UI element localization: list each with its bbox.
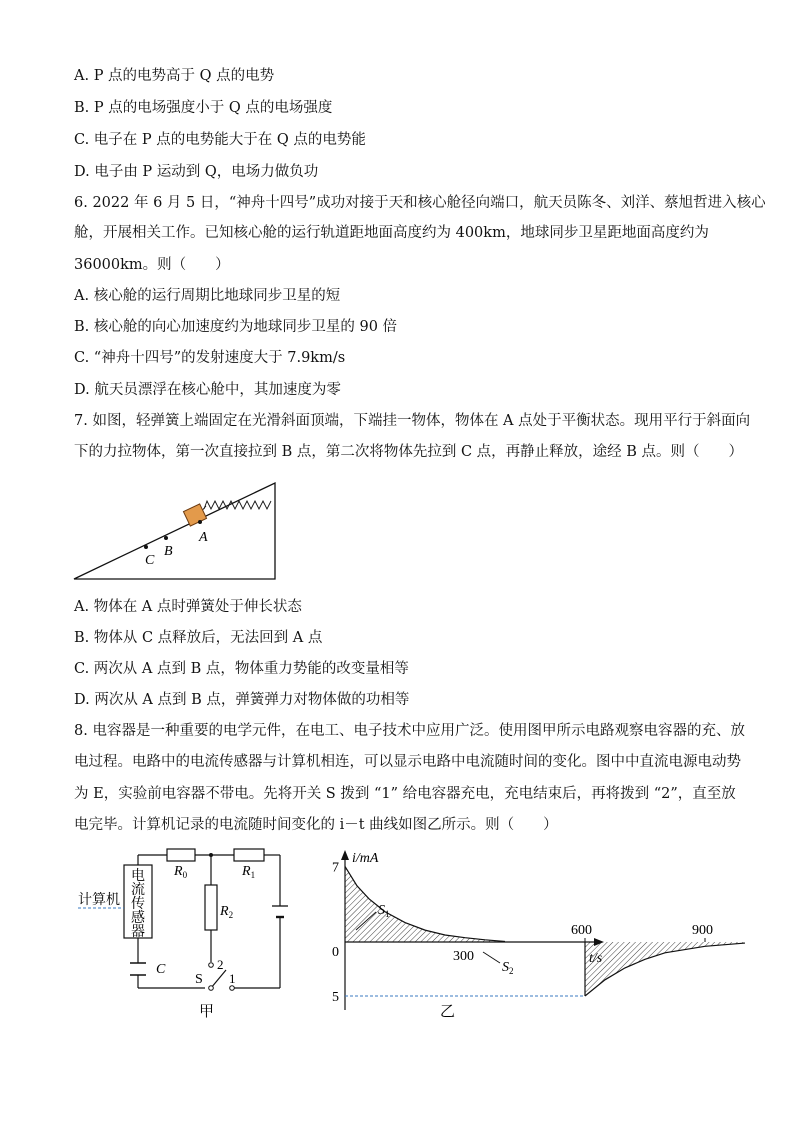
- q5-option-b: B. P 点的电场强度小于 Q 点的电场强度: [74, 100, 333, 116]
- y-axis-arrow: [341, 850, 349, 860]
- sensor-char-4: 感: [131, 911, 145, 926]
- resistor-r1: [234, 849, 264, 861]
- incline-spring-figure: [70, 475, 285, 587]
- area-s2: [585, 942, 745, 996]
- x-tick-600: 600: [571, 923, 592, 938]
- q6-option-d: D. 航天员漂浮在核心舱中，其加速度为零: [74, 382, 341, 398]
- q8-stem-line-2: 电过程。电路中的电流传感器与计算机相连，可以显示电路中电流随时间的变化。图中中直流电源电动势: [74, 754, 741, 770]
- y-axis-label: i/mA: [352, 851, 379, 866]
- sensor-char-2: 流: [131, 883, 145, 898]
- computer-label: 计算机: [78, 893, 120, 908]
- circuit-diagram: [74, 842, 304, 1022]
- y-tick-7: 7: [332, 860, 339, 876]
- q7-stem-line-1: 7. 如图，轻弹簧上端固定在光滑斜面顶端，下端挂一物体，物体在 A 点处于平衡状态。现用平行于斜面向: [74, 413, 751, 429]
- q6-stem-line-3: 36000km。则（ ）: [74, 257, 230, 273]
- q7-option-d: D. 两次从 A 点到 B 点，弹簧弹力对物体做的功相等: [74, 692, 410, 708]
- q8-stem-line-3: 为 E，实验前电容器不带电。先将开关 S 拨到 “1” 给电容器充电，充电结束后，再将拨到 “2”，直至放: [74, 786, 736, 802]
- q7-option-c: C. 两次从 A 点到 B 点，物体重力势能的改变量相等: [74, 661, 409, 677]
- q7-option-b: B. 物体从 C 点释放后，无法回到 A 点: [74, 630, 323, 646]
- resistor-r2: [205, 885, 217, 930]
- sensor-char-3: 传: [131, 897, 145, 912]
- block: [183, 504, 206, 526]
- switch-pivot: [209, 986, 214, 991]
- x-tick-300: 300: [453, 949, 474, 964]
- x-tick-900: 900: [692, 923, 713, 938]
- sensor-char-1: 电: [131, 869, 145, 884]
- incline-plane: [74, 483, 275, 579]
- switch-contact-1: [230, 986, 235, 991]
- q7-option-a: A. 物体在 A 点时弹簧处于伸长状态: [74, 599, 302, 615]
- s2-leader: [483, 952, 500, 963]
- q6-stem-line-2: 舱，开展相关工作。已知核心舱的运行轨道距地面高度约为 400km，地球同步卫星距地面高度约为: [74, 225, 709, 241]
- origin-label: 0: [332, 945, 339, 960]
- q5-option-c: C. 电子在 P 点的电势能大于在 Q 点的电势能: [74, 132, 366, 148]
- caption-jia: 甲: [199, 1004, 215, 1020]
- label-capacitor: C: [156, 962, 166, 977]
- label-switch: S: [195, 972, 203, 987]
- label-b: B: [164, 544, 173, 559]
- label-contact-1: 1: [229, 971, 236, 986]
- q8-stem-line-4: 电完毕。计算机记录的电流随时间变化的 i－t 曲线如图乙所示。则（ ）: [74, 817, 558, 833]
- s2-label: $S_2$: [502, 960, 514, 976]
- y-tick-5: 5: [332, 990, 339, 1005]
- label-c: C: [145, 553, 155, 568]
- label-r0: $R_0$: [174, 864, 188, 880]
- sensor-char-5: 器: [131, 925, 145, 940]
- label-r2: $R_2$: [220, 904, 234, 920]
- point-b-dot: [164, 536, 168, 540]
- q6-stem-line-1: 6. 2022 年 6 月 5 日，“神舟十四号”成功对接于天和核心舱径向端口，航天员陈冬、刘洋、蔡旭哲进入核心: [74, 195, 766, 211]
- q6-option-a: A. 核心舱的运行周期比地球同步卫星的短: [74, 288, 341, 304]
- x-axis-label: t/s: [589, 951, 603, 966]
- s1-subscript: 1: [385, 909, 390, 919]
- i-t-graph: [328, 842, 713, 1022]
- label-r1: $R_1$: [242, 864, 256, 880]
- q5-option-a: A. P 点的电势高于 Q 点的电势: [74, 68, 275, 84]
- q5-option-d: D. 电子由 P 运动到 Q，电场力做负功: [74, 164, 319, 180]
- point-a-dot: [198, 520, 202, 524]
- caption-yi: 乙: [440, 1004, 456, 1020]
- label-a: A: [199, 530, 208, 545]
- label-contact-2: 2: [217, 957, 224, 972]
- s1-label: $S_1$: [378, 903, 390, 919]
- spring: [204, 501, 271, 509]
- q7-stem-line-2: 下的力拉物体，第一次直接拉到 B 点，第二次将物体先拉到 C 点，再静止释放，途经 B 点。则（ ）: [74, 444, 744, 460]
- q6-option-b: B. 核心舱的向心加速度约为地球同步卫星的 90 倍: [74, 319, 398, 335]
- q8-stem-line-1: 8. 电容器是一种重要的电学元件，在电工、电子技术中应用广泛。使用图甲所示电路观察电容器的充、放: [74, 723, 745, 739]
- point-c-dot: [144, 545, 148, 549]
- s2-subscript: 2: [509, 966, 514, 976]
- resistor-r0: [167, 849, 195, 861]
- switch-contact-2: [209, 963, 214, 968]
- junction-node: [209, 853, 213, 857]
- q6-option-c: C. “神舟十四号”的发射速度大于 7.9km/s: [74, 350, 346, 366]
